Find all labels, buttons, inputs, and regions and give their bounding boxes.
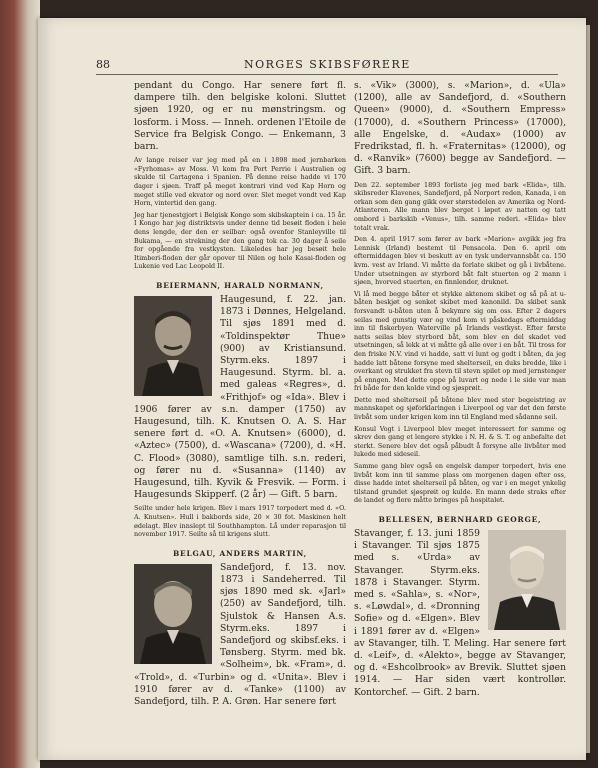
page-header <box>96 58 558 75</box>
right-column <box>354 80 566 699</box>
right-note-1: Den 22. september 1893 forliste jeg med bark «Elida», tilh. skibsreder Klavenes, Sandefjord, på Norport reden, Kanada, i en orkan som den gang gikk over størstedelen av Amerika og Nord-Atlanteren. Alle mann blev berget i løpet av natten og tatt ombord i barkskib «Venus», tilh. samme rederi. «Elida» blev totalt vrak. <box>354 180 566 232</box>
entry-note-beiermann: Seilte under hele krigen. Blev i mars 1917 torpedert med d. «O. A. Knutsen». Hull i bakbords side, 20 × 30 fot. Maskinen helt ødelagt. Blev innslept til Southhampton. Lå under reparasjon til november 1917. Seilte så til krigens slutt. <box>134 504 346 539</box>
entry-text-belgau: Sandefjord, f. 13. nov. 1873 i Sandeherred. Til sjøs 1890 med sk. «Jarl» (250) av Sandefjord, tilh. Sjulstok & Hansen A.s. Styrm.eks. 1897 i Sandefjord og skibsf.eks. i Tønsberg. Styrm. med bk. «Solheim», bk. «Fram», d. «Trold», d. «Turbin» og d. «Unita». Blev i 1910 fører av d. «Tanke» (1100) av Sandefjord, tilh. P. A. Grøn. Har senere ført <box>134 561 346 707</box>
portrait-belgau-image <box>134 564 212 664</box>
right-note-4: Dette med shelterseil på båtene blev med stor begeistring av mannskapet og sjøforklaringen i Liverpool og var det den første livbåt som under krigen kom inn til England med sådanne seil. <box>354 395 566 422</box>
right-note-3: Vi lå med begge båter et stykke aktenom skibet og så på at u-båten beskjøt og senket skibet med kanonild. Da skibet sank forsvandt u-båten uten å bekymre sig om oss. Efter 2 dagers seilas med gunstig vær og vind kom vi påskedags eftermiddag inn til fiskerbyen Waterville på Irlands vestkyst. Efter første natts seilas blev styrbord båt, som blev en del skadet ved utsetningen, så lekk at vi måtte gå alle over i en båt. Til tross for den friske N.V. vind vi hadde, satt vi lunt og godt i båten, da jeg hadde latt båtene forsyne med shelterseil, en duks bredde, like i overkant og strukket fra stevn til stevn spilet op med jernstenger på enngen. Med dette oppe på luvart og nede i le side var man fri både for den kolde vind og sjøsprøit. <box>354 289 566 393</box>
portrait-bellesen <box>488 530 566 630</box>
continuation-paragraph: s. «Vik» (3000), s. «Marion», d. «Ula» (1200), alle av Sandefjord, d. «Southern Queen» (9000), d. «Southern Empress» (17000), d. «Southern Princess» (17000), alle Engelske, d. «Audax» (1000) av Fredrikstad, fl. h. «Fraternitas» (12000), og d. «Ranvik» (7600) begge av Sandefjord. — Gift. 3 barn. <box>354 80 566 177</box>
entry-text-beiermann: Haugesund, f. 22. jan. 1873 i Dønnes, Helgeland. Til sjøs 1891 med d. «Toldinspektør Thue» (900) av Kristiansund. Styrm.eks. 1897 i Haugesund. Styrm. bl. a. med galeas «Regres», d. «Frithjof» og «Ida». Blev i 1906 fører av s.n. damper (1750) av Haugesund, tilh. K. Knutsen O. A. S. Har senere ført d. «O. A. Knutsen» (6000), d. «Aztec» (7500), d. «Wascana» (7200), d. «H. C. Flood» (3080), samtlige tilh. s.n. rederi, og fører nu d. «Susanna» (1140) av Haugesund, tilh. Kyvik & Fresvik. — Form. i Haugesunds Skipperf. (2 år) — Gift. 5 barn. <box>134 293 346 501</box>
intro-paragraph: pendant du Congo. Har senere ført fl. dampere tilh. den belgiske koloni. Sluttet sjøen 1920, og er nu mønstringsm. og losform. i Moss. — Inneh. ordenen l'Etoile de Service fra Belgisk Congo. — Enkemann, 3 barn. <box>134 80 346 153</box>
page-number: 88 <box>96 58 110 71</box>
portrait-beiermann-image <box>134 296 212 396</box>
running-title: NORGES SKIBSFØRERE <box>244 58 411 71</box>
portrait-beiermann <box>134 296 212 396</box>
right-note-5: Konsul Vogt i Liverpool blev meget interessert for samme og skrev den gang et lengere stykke i N. H. & S. T. og anbefalte det sterkt. Senere blev det også påbudt å forsyne alle livbåter med lukede med sideseil. <box>354 424 566 459</box>
right-note-2: Den 4. april 1917 som fører av bark «Marion» avgikk jeg fra Lennisk (Irland) bestemt til Pensacola. Den 6. april om eftermiddagen blev vi beskutt av en tysk undervannsbåt ca. 150 kvm. vest av Irland. Vi måtte da forlate skibet og gå i livbåtene. Under utsetningen av styrbord båt falt stuerten og 2 mann i sjøen, hvorved stuerten, en finnlender, druknet. <box>354 235 566 287</box>
intro-note-2: Jeg har tjenestgjort i Belgisk Kongo som skibskaptein i ca. 15 år. I Kongo har jeg distriktsvis under denne tid besøit floden i hele dens lengde, der den er seilbar: også ovenfor Stanleyville til Bukama, — en strekning der den gang tok ca. 30 dager å seile for opgående fra vestkysten. Likeledes har jeg besøit hele Itimberi-floden der går opover til Nilen og hele Kasai-floden og Lukenie ved Lac Leopold II. <box>134 210 346 271</box>
entry-name-bellesen: BELLESEN, BERNHARD GEORGE, <box>378 515 542 524</box>
left-column <box>134 80 346 708</box>
entry-text-bellesen: Stavanger, f. 13. juni 1859 i Stavanger. Til sjøs 1875 med s. «Urda» av Stavanger. Styrm.eks. 1878 i Stavanger. Styrm. med s. «Sahla», s. «Nor», s. «Løwdal», d. «Dronning Sofie» og d. «Elgen». Blev i 1891 fører av d. «Elgen» av Stavanger, tilh. T. Meling. Har senere ført d. «Leif», d. «Alekto», begge av Stavanger, og d. «Eshcolbrook» av Brevik. Sluttet sjøen 1914. — Har siden vært kontrollør. Kontorchef. — Gift. 2 barn. <box>354 528 566 698</box>
portrait-bellesen-image <box>488 530 566 630</box>
book-spine-edge <box>0 0 40 768</box>
entry-name-beiermann: BEIERMANN, HARALD NORMANN, <box>156 280 324 290</box>
right-note-6: Samme gang blev også en engelsk damper torpedert, hvis ene livbåt kom inn til samme plass om morgenen dagen efter oss, disse hadde intet shelterseil på båten, og var i en meget ynkelig tilstand grundet sjøsprøit og kulde. En mann døde straks efter de landet og flere måtte bringes på hospitalet. <box>354 462 566 505</box>
intro-note-1: Av lange reiser var jeg med på en i 1898 med jernbarken «Fyrhomas» av Moss. Vi kom fra Port Perrie i Australien og skulde til Cartagena i Spanien. På denne reise hadde vi 170 dager i sjøen. Traff på meget kontrari vind ved Kap Horn og meget stille ved ekvator og nord over. Slet meget vondt ved Kap Horn, vintertid den gang. <box>134 156 346 208</box>
portrait-belgau <box>134 564 212 664</box>
entry-name-belgau: BELGAU, ANDERS MARTIN, <box>173 548 307 558</box>
